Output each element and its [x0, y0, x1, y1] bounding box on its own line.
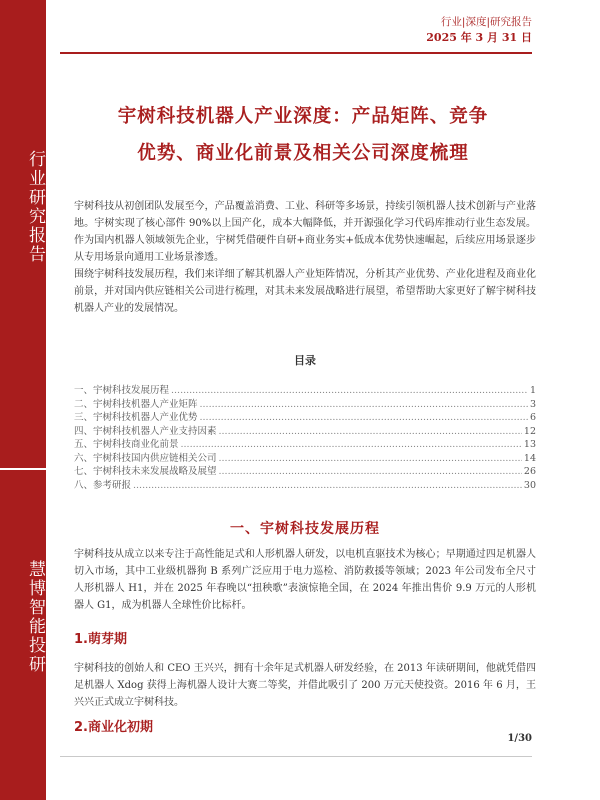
sidebar-brand: 慧博智能投研	[25, 560, 45, 674]
sidebar-report-type: 行业研究报告	[25, 150, 45, 264]
toc-leader-dots	[219, 465, 522, 479]
toc-item[interactable]	[74, 452, 536, 466]
report-title-line-1: 宇树科技机器人产业深度：产品矩阵、竞争	[117, 106, 489, 127]
report-title	[74, 98, 532, 172]
toc-item-label: 二、宇树科技机器人产业矩阵	[74, 398, 198, 410]
toc-leader-dots	[200, 411, 528, 425]
header-divider	[60, 52, 532, 54]
toc-leader-dots	[181, 438, 522, 452]
toc-item-page: 6	[529, 412, 536, 423]
toc-item-label: 一、宇树科技发展历程	[74, 385, 170, 396]
toc-item-page: 14	[523, 452, 536, 464]
report-category: 行业|深度|研究报告	[440, 16, 532, 28]
toc-item-label: 八、参考研报	[74, 479, 132, 491]
toc-item-page: 1	[529, 385, 536, 396]
footer-divider	[60, 756, 532, 757]
toc-title: 目录	[294, 354, 316, 367]
subsection-paragraph: 宇树科技的创始人和 CEO 王兴兴，拥有十余年足式机器人研发经验，在 2013 年读研期间，他就凭借四足机器人 Xdog 获得上海机器人设计大赛二等奖，并借此吸引了 200 万元天使投资。2016 年 6 月，王兴兴正式成立宇树科技。	[74, 663, 536, 708]
toc-leader-dots	[200, 398, 528, 412]
intro-paragraph-2: 围绕宇树科技发展历程，我们来详细了解其机器人产业矩阵情况，分析其产业优势、产业化进程及商业化前景，并对国内供应链相关公司进行梳理，对其未来发展战略进行展望，希望帮助大家更好了解宇树科技机器人产业的发展情况。	[74, 269, 536, 314]
toc-item-label: 三、宇树科技机器人产业优势	[74, 412, 198, 423]
toc-item-page: 26	[523, 466, 536, 477]
toc-leader-dots	[219, 452, 522, 466]
toc-leader-dots	[171, 384, 528, 398]
toc-item[interactable]	[74, 479, 536, 493]
page-header	[426, 14, 532, 46]
intro-paragraph-1: 宇树科技从初创团队发展至今，产品覆盖消费、工业、科研等多场景，持续引领机器人技术创新与产业落地。宇树实现了核心部件 90%以上国产化，成本大幅降低，并开源强化学习代码库推动行业生态发展。作为国内机器人领域领先企业，宇树凭借硬件自研+商业务实+低成本优势快速崛起，后续应用场景逐步从专用场景向通用工业场景渗透。	[74, 201, 536, 263]
toc-item-page: 12	[523, 425, 536, 437]
toc-item[interactable]	[74, 384, 536, 398]
toc-item-label: 五、宇树科技商业化前景	[74, 439, 179, 450]
toc-item-page: 13	[523, 439, 536, 450]
table-of-contents	[74, 384, 536, 492]
section-paragraph: 宇树科技从成立以来专注于高性能足式和人形机器人研发，以电机直驱技术为核心；早期通过四足机器人切入市场，其中工业级机器狗 B 系列广泛应用于电力巡检、消防救援等领域；2023 年公司发布全尺寸人形机器人 H1，并在 2025 年春晚以“扭秧歌”表演惊艳全国，在 2024 年推出售价 9.9 万元的人形机器人 G1，成为机器人全球性价比标杆。	[74, 549, 536, 611]
toc-item[interactable]	[74, 425, 536, 439]
report-date: 2025 年 3 月 31 日	[426, 31, 532, 44]
report-sidebar	[0, 0, 46, 800]
toc-leader-dots	[219, 425, 522, 439]
toc-item[interactable]	[74, 411, 536, 425]
toc-item[interactable]	[74, 438, 536, 452]
toc-item[interactable]	[74, 398, 536, 412]
section-heading: 一、宇树科技发展历程	[230, 521, 380, 537]
toc-item-page: 3	[529, 398, 536, 410]
page-number: 1/30	[507, 733, 532, 744]
subsection-heading: 2.商业化初期	[74, 720, 153, 735]
toc-item-label: 七、宇树科技未来发展战略及展望	[74, 466, 217, 477]
subsection-heading: 1.萌芽期	[74, 632, 127, 647]
toc-item-page: 30	[523, 479, 536, 491]
report-title-line-2: 优势、商业化前景及相关公司深度梳理	[137, 143, 469, 164]
toc-item[interactable]	[74, 465, 536, 479]
toc-item-label: 四、宇树科技机器人产业支持因素	[74, 425, 217, 437]
toc-leader-dots	[133, 479, 522, 493]
toc-item-label: 六、宇树科技国内供应链相关公司	[74, 452, 217, 464]
sidebar-divider	[0, 468, 46, 470]
